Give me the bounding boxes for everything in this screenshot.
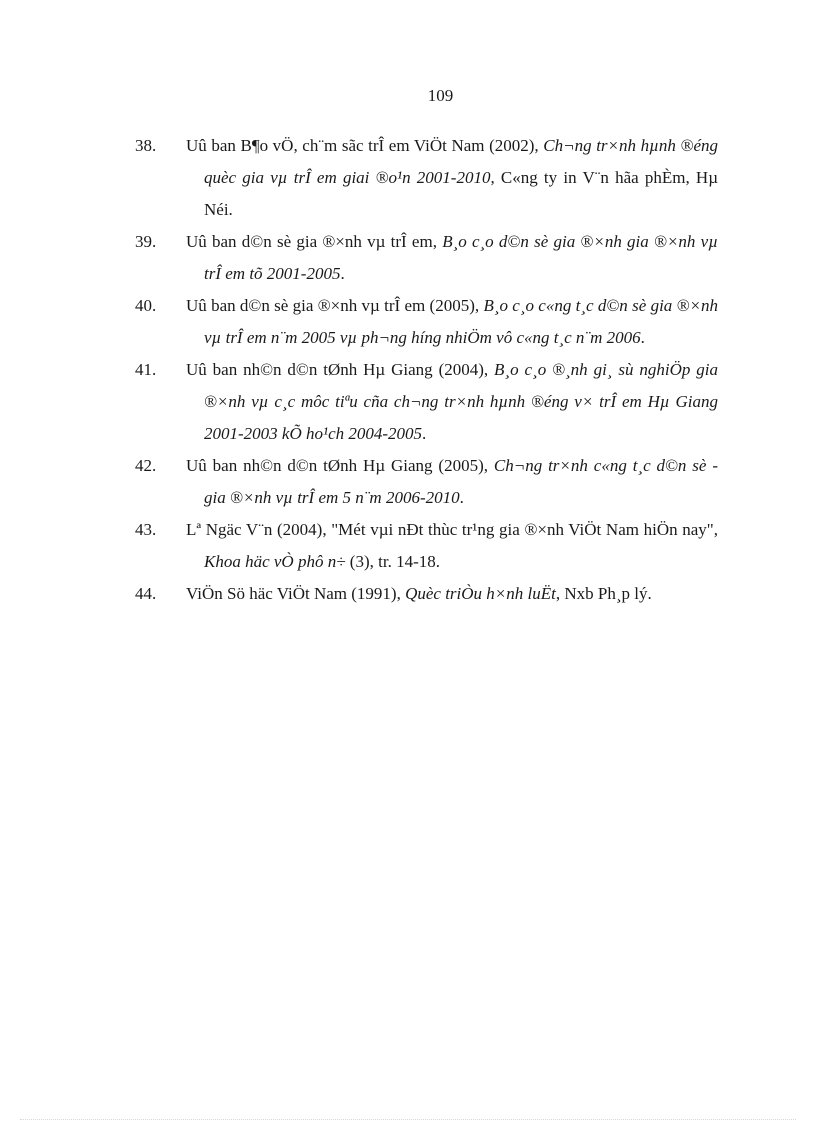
reference-number: 44. [135, 584, 157, 603]
reference-publisher: , C«ng ty in V¨n hãa phÈm, Hµ Néi. [204, 168, 718, 219]
reference-item [135, 514, 718, 578]
reference-publisher: . [422, 424, 427, 443]
reference-text [186, 130, 718, 226]
reference-publisher: . [340, 264, 345, 283]
reference-number: 41. [135, 360, 157, 379]
reference-number: 39. [135, 232, 157, 251]
page-bottom-divider [20, 1119, 796, 1120]
reference-item [135, 354, 718, 450]
reference-text [186, 450, 718, 514]
reference-number: 42. [135, 456, 157, 475]
reference-item [135, 290, 718, 354]
reference-author: ViÖn Sö häc ViÖt Nam (1991), [186, 584, 406, 603]
reference-title: Quèc triÒu h×nh luËt [405, 584, 556, 603]
reference-title: Ch¬ng tr×nh hµnh ®éng quèc gia vµ trÎ em giai ®o¹n 2001-2010 [204, 136, 718, 187]
reference-item [135, 226, 718, 290]
reference-title: B¸o c¸o ®¸nh gi¸ sù nghiÖp gia ®×nh vµ c¸c môc tiªu cña ch¬ng tr×nh hµnh ®éng v× trÎ em Hµ Giang 2001-2003 kÕ ho¹ch 2004-2005 [204, 360, 718, 443]
reference-text [186, 290, 718, 354]
reference-publisher: , Nxb Ph¸p lý. [555, 584, 652, 603]
reference-publisher: . [640, 328, 645, 347]
reference-item [135, 578, 718, 610]
reference-number: 38. [135, 136, 157, 155]
reference-number: 43. [135, 520, 157, 539]
reference-text [186, 226, 718, 290]
reference-text [186, 578, 718, 610]
reference-text [186, 514, 718, 578]
reference-item [135, 450, 718, 514]
reference-title: B¸o c¸o c«ng t¸c d©n sè gia ®×nh vµ trÎ em n¨m 2005 vµ ph¬ng híng nhiÖm vô c«ng t¸c n¨m 2006 [204, 296, 719, 347]
reference-text [186, 354, 718, 450]
reference-number: 40. [135, 296, 157, 315]
reference-title: Ch¬ng tr×nh c«ng t¸c d©n sè - gia ®×nh vµ trÎ em 5 n¨m 2006-2010 [204, 456, 719, 507]
reference-author: Uû ban d©n sè gia ®×nh vµ trÎ em (2005), [186, 296, 484, 315]
reference-author: Uû ban B¶o vÖ, ch¨m sãc trÎ em ViÖt Nam (2002), [186, 136, 544, 155]
reference-author: Uû ban nh©n d©n tØnh Hµ Giang (2004), [186, 360, 495, 379]
reference-item [135, 130, 718, 226]
reference-publisher: (3), tr. 14-18. [345, 552, 440, 571]
reference-publisher: . [459, 488, 464, 507]
reference-author: Uû ban d©n sè gia ®×nh vµ trÎ em, [186, 232, 443, 251]
reference-title: B¸o c¸o d©n sè gia ®×nh gia ®×nh vµ trÎ em tõ 2001-2005 [204, 232, 718, 283]
page-number: 109 [427, 86, 454, 105]
reference-author: Lª Ngäc V¨n (2004), "Mét vµi nÐt thùc tr¹ng gia ®×nh ViÖt Nam hiÖn nay", [186, 520, 718, 539]
reference-title: Khoa häc vÒ phô n÷ [204, 552, 346, 571]
reference-list [135, 130, 718, 610]
reference-author: Uû ban nh©n d©n tØnh Hµ Giang (2005), [186, 456, 494, 475]
